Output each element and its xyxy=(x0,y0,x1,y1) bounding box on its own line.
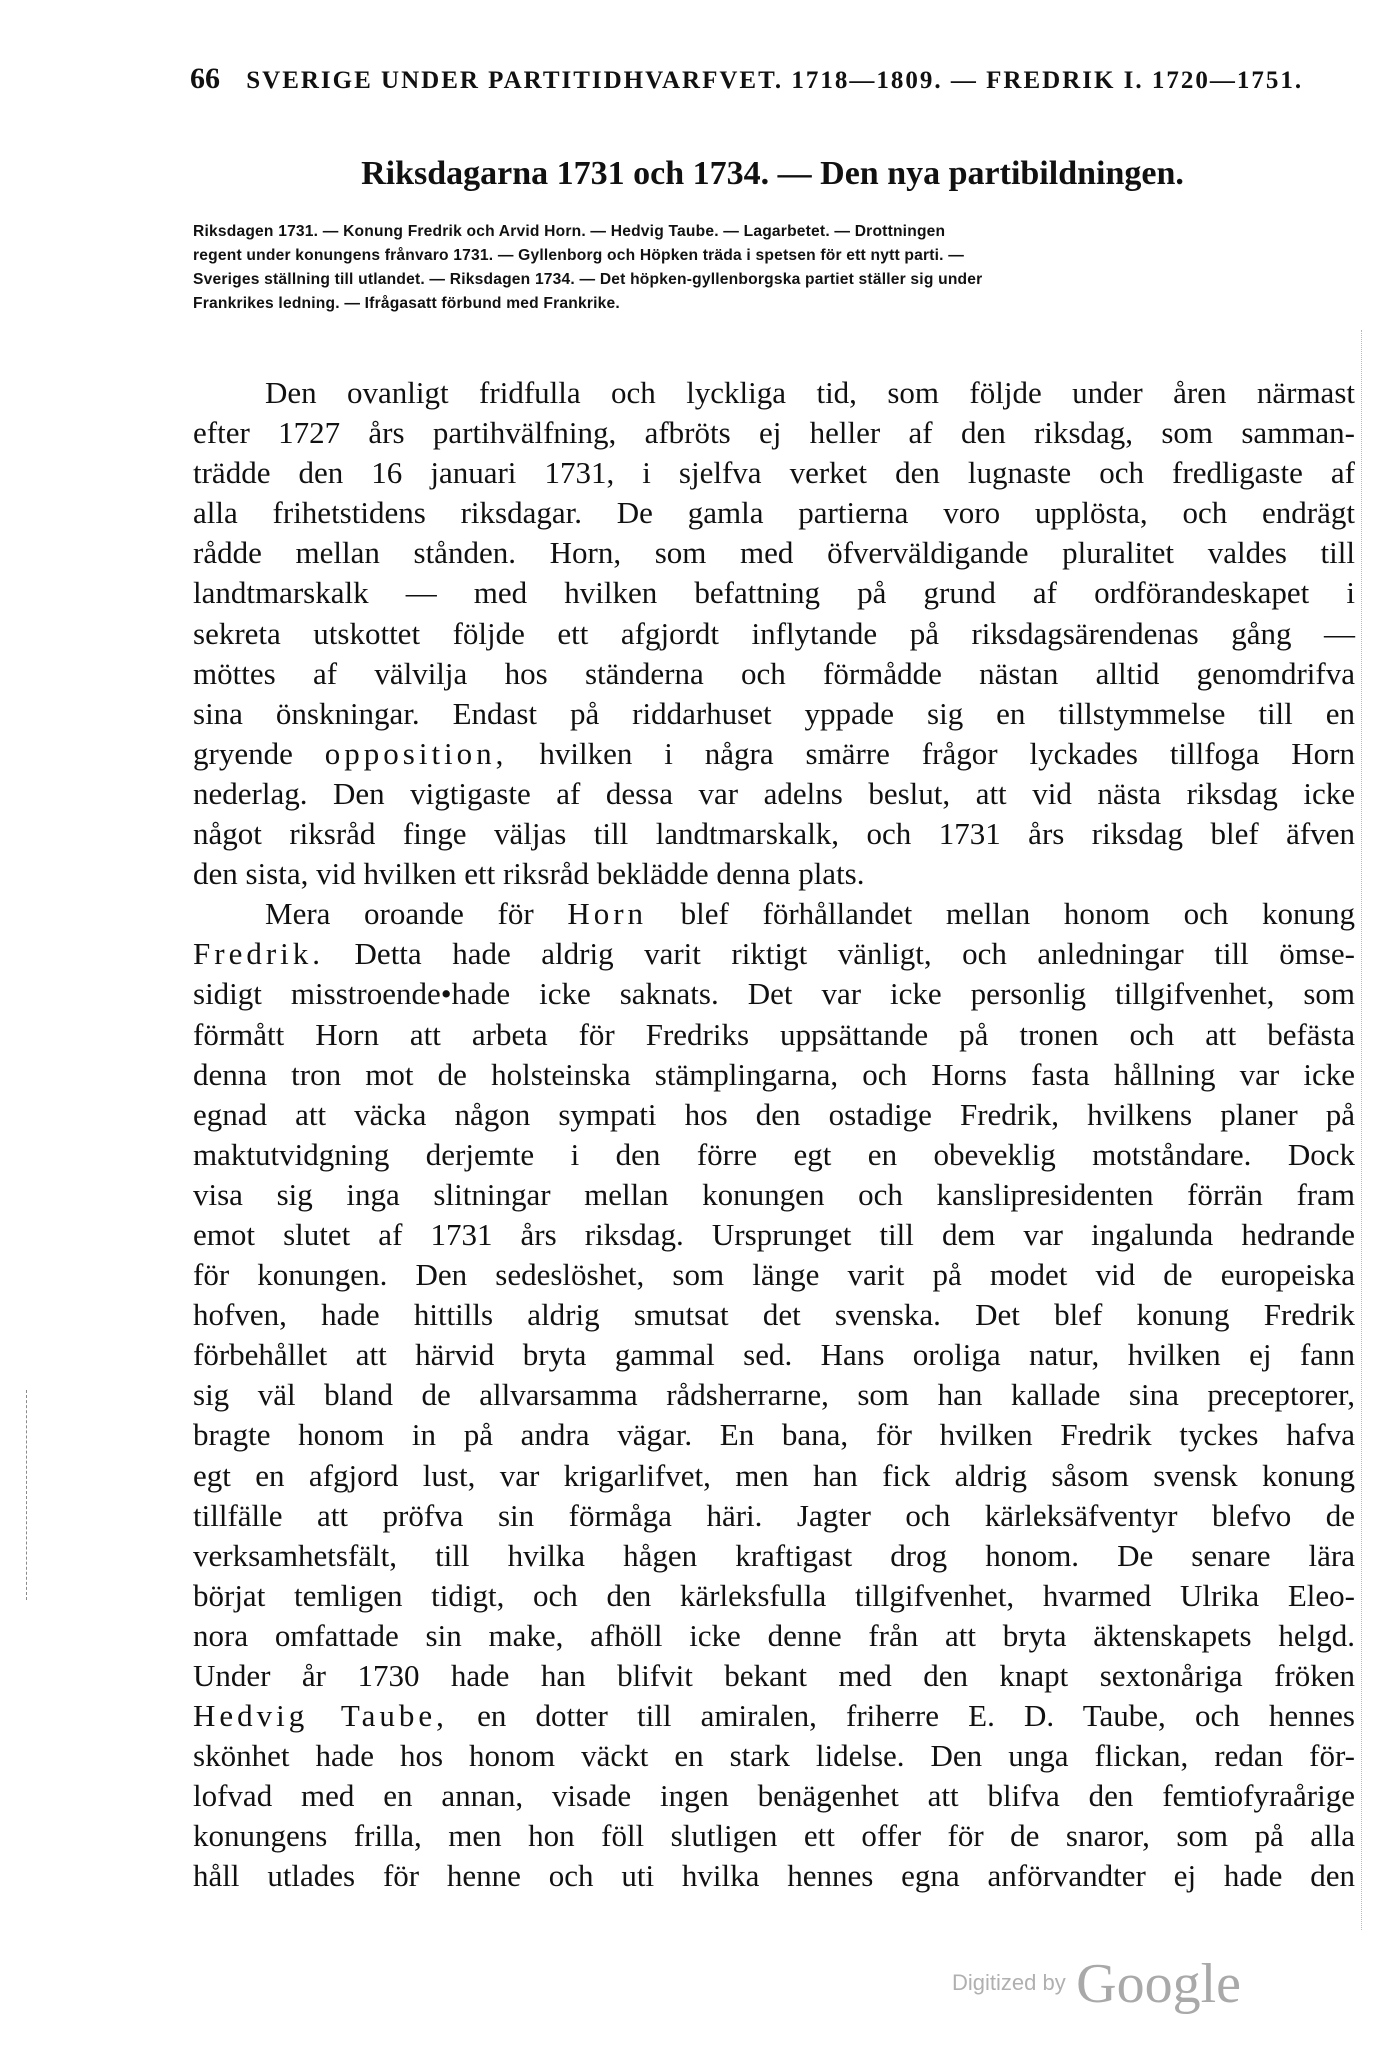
body-line xyxy=(193,774,1355,814)
body-line xyxy=(193,654,1355,694)
line-text: landtmarskalk — med hvilken befattning på grund af ordförandeskapet i xyxy=(193,575,1355,611)
body-line xyxy=(193,1536,1355,1576)
line-text: egnad att väcka någon sympati hos den ostadige Fredrik, hvilkens planer på xyxy=(193,1096,1355,1132)
body-line xyxy=(193,1736,1355,1776)
body-line xyxy=(193,1696,1355,1736)
body-line xyxy=(193,453,1355,493)
emphasized-name: Horn xyxy=(567,896,648,932)
running-header xyxy=(190,62,1360,96)
line-text: skönhet hade hos honom väckt en stark lidelse. Den unga flickan, redan för- xyxy=(193,1738,1355,1774)
body-text xyxy=(193,373,1355,1897)
line-text: lofvad med en annan, visade ingen benägenhet att blifva den femtiofyraårige xyxy=(193,1778,1355,1814)
body-line xyxy=(193,1456,1355,1496)
emphasized-name: opposition, xyxy=(324,735,508,771)
line-text: emot slutet af 1731 års riksdag. Ursprunget till dem var ingalunda hedrande xyxy=(193,1216,1355,1252)
line-text: sig väl bland de allvarsamma rådsherrarne, som han kallade sina preceptorer, xyxy=(193,1377,1355,1413)
line-text: sekreta utskottet följde ett afgjordt inflytande på riksdagsärendenas gång — xyxy=(193,615,1355,651)
line-text: Den ovanligt fridfulla och lyckliga tid, som följde under åren närmast xyxy=(265,375,1355,410)
line-text: börjat temligen tidigt, och den kärleksfulla tillgifvenhet, hvarmed Ulrika Eleo- xyxy=(193,1577,1355,1613)
summary-line: Riksdagen 1731. — Konung Fredrik och Arvid Horn. — Hedvig Taube. — Lagarbetet. — Drottningen xyxy=(193,223,946,240)
line-text: sina önskningar. Endast på riddarhuset yppade sig en tillstymmelse till en xyxy=(193,695,1355,731)
line-text: något riksråd finge väljas till landtmarskalk, och 1731 års riksdag blef äfven xyxy=(193,816,1355,852)
body-line xyxy=(193,1375,1355,1415)
line-text: tillfälle att pröfva sin förmåga häri. Jagter och kärleksäfventyr blefvo de xyxy=(193,1497,1355,1533)
body-line xyxy=(193,1255,1355,1295)
line-text: håll utlades för henne och uti hvilka hennes egna anförvandter ej hade den xyxy=(193,1858,1355,1894)
body-line xyxy=(193,974,1355,1014)
body-line xyxy=(193,1816,1355,1856)
line-text: en dotter till amiralen, friherre E. D. Taube, och hennes xyxy=(477,1698,1355,1734)
body-line xyxy=(193,1415,1355,1455)
body-line xyxy=(193,854,1355,894)
chapter-summary xyxy=(193,220,1355,316)
emphasized-name: Fredrik. xyxy=(193,936,325,972)
body-line xyxy=(193,614,1355,654)
body-line xyxy=(193,1656,1355,1696)
line-text: konungens frilla, men hon föll slutligen ett offer för de snaror, som på alla xyxy=(193,1818,1355,1854)
line-text: hvilken i några smärre frågor lyckades tillfoga Horn xyxy=(539,735,1355,771)
watermark-prefix: Digitized by xyxy=(952,1970,1066,1995)
running-title: SVERIGE UNDER PARTITIDHVARFVET. 1718—1809. — FREDRIK I. 1720—1751. xyxy=(246,67,1304,94)
line-text: rådde mellan stånden. Horn, som med öfverväldigande pluralitet valdes till xyxy=(193,535,1355,571)
line-text: denna tron mot de holsteinska stämplingarna, och Horns fasta hållning var icke xyxy=(193,1056,1355,1092)
body-line xyxy=(193,1576,1355,1616)
body-line xyxy=(193,573,1355,613)
summary-line: Sveriges ställning till utlandet. — Riksdagen 1734. — Det höpken-gyllenborgska partiet ställer sig under xyxy=(193,271,983,288)
body-line xyxy=(193,1135,1355,1175)
body-line xyxy=(193,1335,1355,1375)
line-text: Mera oroande för xyxy=(265,896,534,932)
line-text: bragte honom in på andra vägar. En bana, för hvilken Fredrik tyckes hafva xyxy=(193,1417,1355,1453)
body-line xyxy=(193,1496,1355,1536)
line-text: förbehållet att härvid bryta gammal sed. Hans oroliga natur, hvilken ej fann xyxy=(193,1337,1355,1373)
line-text: den sista, vid hvilken ett riksråd beklädde denna plats. xyxy=(193,856,865,892)
body-line xyxy=(193,1175,1355,1215)
body-line xyxy=(193,734,1355,774)
digitized-watermark xyxy=(952,1952,1241,2016)
body-line xyxy=(193,694,1355,734)
body-line xyxy=(193,814,1355,854)
summary-line: Frankrikes ledning. — Ifrågasatt förbund med Frankrike. xyxy=(193,295,620,312)
body-line xyxy=(193,413,1355,453)
line-text: alla frihetstidens riksdagar. De gamla partierna voro upplösta, och endrägt xyxy=(193,495,1355,531)
line-text: maktutvidgning derjemte i den förre egt en obeveklig motståndare. Dock xyxy=(193,1136,1355,1172)
emphasized-name: Hedvig Taube, xyxy=(193,1698,448,1734)
chapter-title: Riksdagarna 1731 och 1734. — Den nya partibildningen. xyxy=(361,155,1184,192)
body-line xyxy=(193,1095,1355,1135)
line-text: egt en afgjord lust, var krigarlifvet, men han fick aldrig såsom svensk konung xyxy=(193,1457,1355,1493)
line-text: hofven, hade hittills aldrig smutsat det svenska. Det blef konung Fredrik xyxy=(193,1297,1355,1333)
line-text: Detta hade aldrig varit riktigt vänligt, och anledningar till ömse- xyxy=(354,936,1355,972)
line-text: efter 1727 års partihvälfning, afbröts ej heller af den riksdag, som samman- xyxy=(193,415,1355,451)
line-text: Under år 1730 hade han blifvit bekant med den knapt sextonåriga fröken xyxy=(193,1658,1355,1693)
summary-line: regent under konungens frånvaro 1731. — Gyllenborg och Höpken träda i spetsen för ett nytt parti. — xyxy=(193,247,965,264)
line-text: gryende xyxy=(193,735,293,771)
line-text: trädde den 16 januari 1731, i sjelfva verket den lugnaste och fredligaste af xyxy=(193,455,1355,491)
body-line xyxy=(193,493,1355,533)
line-text: för konungen. Den sedeslöshet, som länge varit på modet vid de europeiska xyxy=(193,1257,1355,1293)
line-text: blef förhållandet mellan honom och konung xyxy=(680,896,1356,932)
body-line xyxy=(193,894,1355,934)
body-line xyxy=(193,1616,1355,1656)
body-line xyxy=(193,1055,1355,1095)
line-text: nora omfattade sin make, afhöll icke denne från att bryta äktenskapets helgd. xyxy=(193,1617,1355,1653)
body-line xyxy=(193,1295,1355,1335)
line-text: sidigt misstroende•hade icke saknats. Det var icke personlig tillgifvenhet, som xyxy=(193,976,1355,1012)
line-text: nederlag. Den vigtigaste af dessa var adelns beslut, att vid nästa riksdag icke xyxy=(193,775,1355,811)
page-edge-rule xyxy=(1360,330,1362,1930)
margin-mark xyxy=(26,1390,28,1600)
body-line xyxy=(193,1215,1355,1255)
page-number: 66 xyxy=(190,62,220,95)
body-line xyxy=(193,1015,1355,1055)
body-line xyxy=(193,1856,1355,1896)
body-line xyxy=(193,533,1355,573)
line-text: visa sig inga slitningar mellan konungen och kanslipresidenten förrän fram xyxy=(193,1176,1355,1212)
line-text: verksamhetsfält, till hvilka hågen kraftigast drog honom. De senare lära xyxy=(193,1537,1355,1573)
body-line xyxy=(193,1776,1355,1816)
google-logo: Google xyxy=(1076,1953,1242,2015)
line-text: förmått Horn att arbeta för Fredriks uppsättande på tronen och att befästa xyxy=(193,1016,1355,1052)
body-line xyxy=(193,934,1355,974)
line-text: möttes af välvilja hos ständerna och förmådde nästan alltid genomdrifva xyxy=(193,655,1355,691)
body-line xyxy=(193,373,1355,413)
